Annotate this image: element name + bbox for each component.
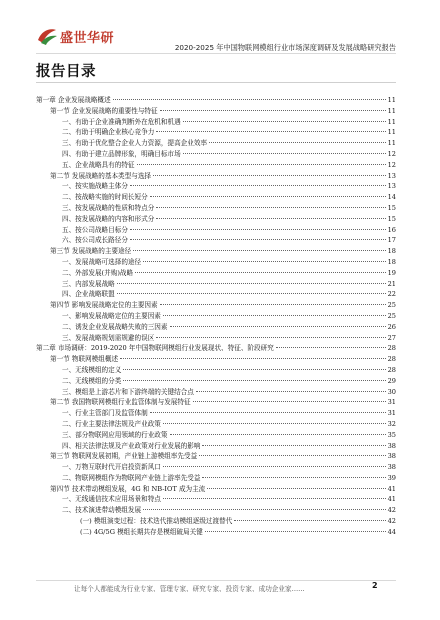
toc-entry-page: 12 (387, 149, 396, 158)
toc-leader-dots (120, 358, 386, 359)
toc-entry-label: 第一节 企业发展战略的重要性与特征 (50, 106, 158, 115)
toc-leader-dots (276, 347, 386, 348)
toc-entry-label: 一、行业主管部门及监管体制 (62, 409, 148, 418)
toc-leader-dots (156, 218, 385, 219)
toc-entry-page: 16 (387, 225, 396, 234)
toc-leader-dots (193, 401, 386, 402)
toc-entry-label: 第四节 技术带动模组发展，4G 和 NB-IOT 成为主流 (50, 484, 206, 493)
toc-entry[interactable] (36, 95, 396, 106)
toc-entry[interactable] (36, 484, 396, 495)
toc-entry-label: 三、发展战略规划需规避的误区 (62, 333, 155, 342)
toc-entry-page: 11 (387, 128, 396, 137)
toc-leader-dots (135, 272, 386, 273)
toc-entry-label: 一、有助于企业准确判断外在危机和机遇 (62, 117, 181, 126)
toc-entry-label: 二、外部发展(并购)战略 (62, 268, 134, 277)
toc-leader-dots (143, 261, 385, 262)
toc-leader-dots (234, 520, 385, 521)
toc-entry[interactable] (36, 235, 396, 246)
toc-leader-dots (160, 304, 386, 305)
toc-entry-label: 四、企业战略联盟 (62, 290, 115, 299)
toc-entry-label: 二、无线模组的分类 (62, 376, 122, 385)
report-title: 2020-2025 年中国物联网模组行业市场深度调研及发展战略研究报告 (174, 43, 396, 52)
toc-entry[interactable] (36, 451, 396, 462)
toc-entry-label: 五、企业战略具有的特征 (62, 160, 135, 169)
toc-entry-label: 四、有助于建立品牌形象，明确目标市场 (62, 149, 181, 158)
toc-entry[interactable] (36, 300, 396, 311)
toc-leader-dots (130, 229, 386, 230)
toc-entry[interactable] (36, 106, 396, 117)
toc-entry-page: 17 (387, 236, 396, 245)
logo-emblem-icon (36, 26, 58, 46)
toc-leader-dots (156, 337, 385, 338)
toc-entry[interactable] (36, 397, 396, 408)
toc-entry-page: 11 (387, 117, 396, 126)
toc-entry-page: 42 (387, 517, 396, 526)
toc-entry-page: 18 (387, 257, 396, 266)
toc-entry-page: 31 (387, 398, 396, 407)
toc-entry-page: 12 (387, 160, 396, 169)
toc-heading: 报告目录 (36, 64, 96, 80)
toc-entry[interactable] (36, 505, 396, 516)
toc-entry[interactable] (36, 171, 396, 182)
toc-entry[interactable] (36, 516, 396, 527)
toc-entry-label: 二、按战略实施的时间长短分 (62, 193, 148, 202)
toc-entry-page: 28 (387, 344, 396, 353)
toc-entry-page: 38 (387, 441, 396, 450)
toc-entry-label: 二、诱发企业发展战略失败的三因素 (62, 322, 168, 331)
toc-entry-page: 25 (387, 311, 396, 320)
toc-entry-label: (一) 模组演变过程：技术迭代推动模组逐级过渡替代 (80, 517, 233, 526)
toc-entry-page: 28 (387, 365, 396, 374)
toc-entry[interactable] (36, 343, 396, 354)
toc-leader-dots (205, 531, 386, 532)
toc-entry-page: 14 (387, 193, 396, 202)
toc-entry-label: 第四节 影响发展战略定位的主要因素 (50, 301, 158, 310)
toc-entry[interactable] (36, 408, 396, 419)
toc-leader-dots (183, 121, 386, 122)
toc-entry-label: 四、按发展战略的内容和形式分 (62, 214, 155, 223)
toc-entry[interactable] (36, 365, 396, 376)
toc-leader-dots (153, 175, 386, 176)
toc-leader-dots (143, 509, 385, 510)
company-logo (36, 24, 126, 50)
toc-entry[interactable] (36, 462, 396, 473)
toc-entry-page: 11 (387, 139, 396, 148)
toc-entry-page: 28 (387, 355, 396, 364)
toc-entry[interactable] (36, 473, 396, 484)
toc-entry-page: 15 (387, 214, 396, 223)
toc-entry-page: 44 (387, 527, 396, 536)
toc-leader-dots (156, 207, 385, 208)
toc-leader-dots (163, 466, 386, 467)
toc-leader-dots (130, 185, 386, 186)
toc-entry[interactable] (36, 387, 396, 398)
toc-entry[interactable] (36, 214, 396, 225)
toc-entry-label: 三、按发展战略的性质和特点分 (62, 203, 155, 212)
toc-entry[interactable] (36, 311, 396, 322)
toc-entry-page: 38 (387, 463, 396, 472)
toc-entry-page: 15 (387, 203, 396, 212)
toc-entry-page: 13 (387, 171, 396, 180)
toc-entry-label: 二、行业主要法律法规及产业政策 (62, 419, 161, 428)
toc-entry[interactable] (36, 138, 396, 149)
toc-entry-label: 三、部分物联网应用领域的行业政策 (62, 430, 168, 439)
header-divider (36, 53, 396, 54)
toc-entry-label: 第一节 物联网模组概述 (50, 355, 119, 364)
toc-leader-dots (163, 315, 386, 316)
toc-entry[interactable] (36, 494, 396, 505)
toc-entry-page: 21 (387, 279, 396, 288)
toc-entry-label: 第一章 企业发展战略概述 (36, 96, 111, 104)
toc-entry-label: 三、内部发展战略 (62, 279, 115, 288)
toc-entry-page: 32 (387, 419, 396, 428)
toc-entry[interactable] (36, 246, 396, 257)
toc-entry[interactable] (36, 149, 396, 160)
toc-leader-dots (183, 153, 386, 154)
toc-leader-dots (130, 239, 386, 240)
toc-leader-dots (117, 283, 386, 284)
toc-entry[interactable] (36, 257, 396, 268)
toc-leader-dots (150, 196, 386, 197)
toc-entry-label: 一、无线模组的定义 (62, 365, 122, 374)
toc-entry[interactable] (36, 203, 396, 214)
toc-leader-dots (150, 412, 386, 413)
page-header (0, 0, 440, 54)
toc-leader-dots (196, 391, 386, 392)
toc-entry[interactable] (36, 117, 396, 128)
page-number: 2 (372, 581, 378, 590)
toc-entry-page: 31 (387, 409, 396, 418)
toc-entry-page: 35 (387, 430, 396, 439)
toc-entry-page: 42 (387, 506, 396, 515)
toc-leader-dots (199, 455, 385, 456)
toc-entry-page: 26 (387, 322, 396, 331)
toc-entry[interactable] (36, 354, 396, 365)
toc-entry[interactable] (36, 225, 396, 236)
toc-entry-page: 25 (387, 301, 396, 310)
toc-entry-page: 22 (387, 290, 396, 299)
heading-divider (36, 82, 396, 83)
toc-entry-label: 一、按实施战略主体分 (62, 182, 128, 191)
toc-entry-page: 30 (387, 387, 396, 396)
toc-leader-dots (202, 477, 385, 478)
toc-entry[interactable] (36, 160, 396, 171)
toc-entry[interactable] (36, 268, 396, 279)
toc-leader-dots (163, 423, 386, 424)
logo-text: 盛世华研 (60, 31, 115, 46)
toc-entry-label: 第三节 物联网发展初期，产业链上游模组率先受益 (50, 452, 198, 461)
toc-entry-label: 三、模组是上游芯片和下游终端的关键结合点 (62, 387, 194, 396)
toc-entry-page: 38 (387, 452, 396, 461)
toc-entry-label: 第二节 发展战略的基本类型与选择 (50, 171, 152, 180)
toc-leader-dots (117, 293, 386, 294)
toc-entry-label: 二、有助于明确企业核心竞争力 (62, 128, 155, 137)
toc-entry[interactable] (36, 441, 396, 452)
toc-entry-label: 第二节 我国物联网模组行业监管体制与发展特征 (50, 398, 191, 407)
toc-entry[interactable] (36, 419, 396, 430)
toc-leader-dots (113, 99, 386, 100)
toc-entry-page: 19 (387, 268, 396, 277)
toc-entry[interactable] (36, 527, 396, 538)
toc-entry-page: 13 (387, 182, 396, 191)
toc-entry[interactable] (36, 322, 396, 333)
toc-leader-dots (170, 434, 386, 435)
toc-entry-page: 27 (387, 333, 396, 342)
toc-entry-label: 一、发展战略可选择的途径 (62, 257, 142, 266)
toc-entry-label: 二、技术演进带动模组发展 (62, 506, 142, 515)
toc-entry-page: 11 (387, 96, 396, 104)
toc-entry-page: 41 (387, 495, 396, 504)
toc-leader-dots (137, 164, 386, 165)
toc-entry-label: 一、无线通信技术应用场景和特点 (62, 495, 161, 504)
toc-entry-label: 一、影响发展战略定位的主要因素 (62, 311, 161, 320)
toc-leader-dots (156, 131, 385, 132)
toc-leader-dots (123, 380, 385, 381)
toc-entry-label: 二、物联网模组作为物联网产业链上游率先受益 (62, 473, 201, 482)
table-of-contents (36, 95, 396, 538)
toc-entry-label: 四、相关法律法规及产业政策对行业发展的影响 (62, 441, 201, 450)
toc-leader-dots (202, 445, 385, 446)
toc-entry-page: 18 (387, 247, 396, 256)
footer-slogan: 让每个人都能成为行业专家、管理专家、研究专家、投资专家、成功企业家…… (74, 585, 305, 593)
toc-leader-dots (160, 110, 386, 111)
toc-entry-page: 29 (387, 376, 396, 385)
toc-entry[interactable] (36, 127, 396, 138)
toc-entry-label: 第二章 市场调研：2019-2020 年中国物联网模组行业发展现状、特征、阶段研究 (36, 344, 274, 353)
toc-entry[interactable] (36, 279, 396, 290)
toc-entry-label: 一、万物互联时代开启投资新风口 (62, 463, 161, 472)
toc-entry[interactable] (36, 289, 396, 300)
footer-divider (36, 580, 396, 581)
toc-leader-dots (123, 369, 385, 370)
toc-entry[interactable] (36, 430, 396, 441)
toc-entry[interactable] (36, 181, 396, 192)
toc-leader-dots (170, 326, 386, 327)
toc-entry-page: 41 (387, 484, 396, 493)
toc-entry-label: 三、有助于优化整合企业人力资源，提高企业效率 (62, 139, 208, 148)
toc-entry-page: 39 (387, 473, 396, 482)
toc-entry-label: 五、按公司战略目标分 (62, 225, 128, 234)
toc-entry-label: 第三节 发展战略的主要途径 (50, 247, 132, 256)
toc-entry[interactable] (36, 376, 396, 387)
toc-leader-dots (207, 488, 385, 489)
toc-entry-label: (二) 4G/5G 模组长期共存是模组破局关键 (80, 527, 203, 536)
toc-leader-dots (209, 142, 386, 143)
toc-entry[interactable] (36, 333, 396, 344)
toc-leader-dots (133, 250, 385, 251)
toc-entry[interactable] (36, 192, 396, 203)
toc-entry-page: 11 (387, 106, 396, 115)
toc-leader-dots (163, 498, 386, 499)
toc-entry-label: 六、按公司成长路径分 (62, 236, 128, 245)
